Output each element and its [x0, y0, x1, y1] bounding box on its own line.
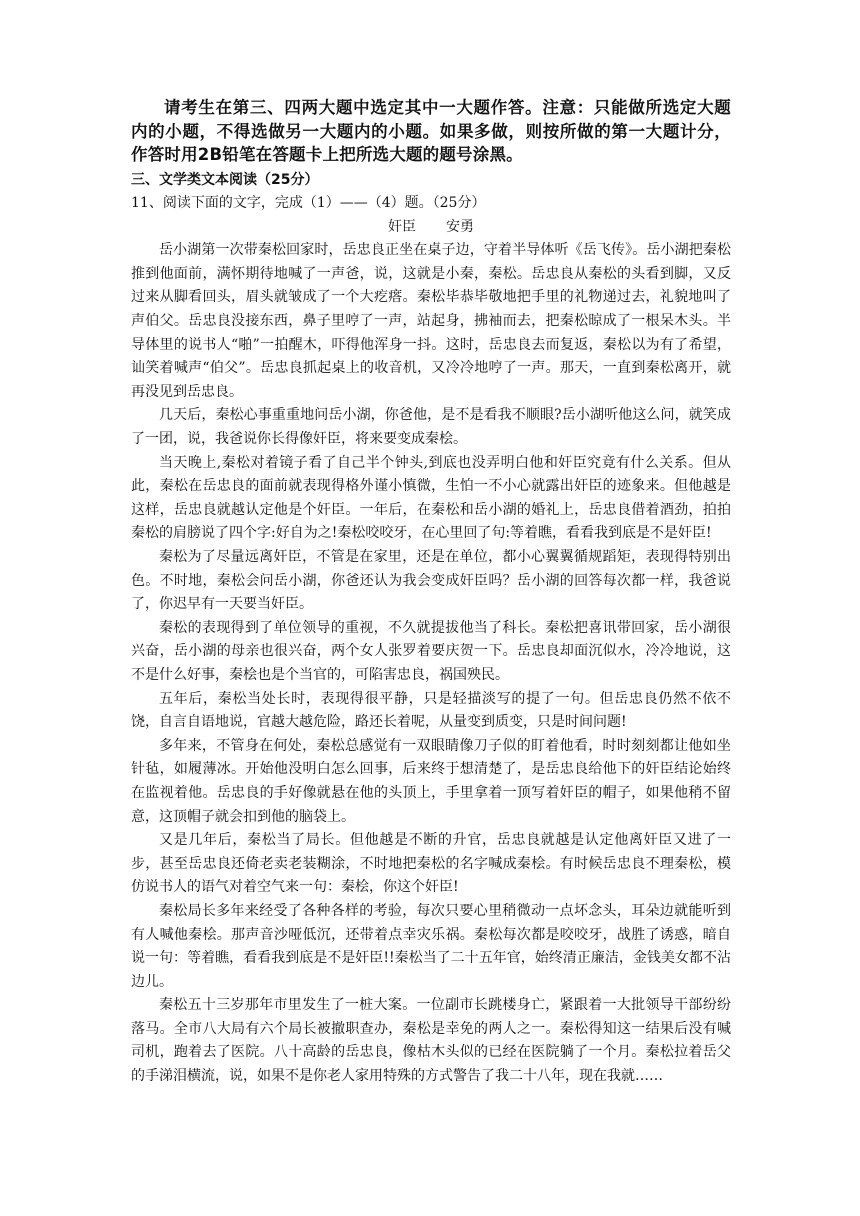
exam-instruction: 请考生在第三、四两大题中选定其中一大题作答。注意：只能做所选定大题内的小题，不得选做另一大题内的小题。如果多做，则按所做的第一大题计分，作答时用2B铅笔在答题卡上把所选大题的题号涂黑。: [131, 98, 731, 164]
section-heading: 三、文学类文本阅读（25分）: [131, 171, 319, 188]
question-prompt: 11、阅读下面的文字，完成（1）——（4）题。（25分）: [131, 195, 486, 212]
story-paragraph: 几天后，秦松心事重重地问岳小湖，你爸他，是不是看我不顺眼?岳小湖听他这么问，就笑成了一团，说，我爸说你长得像奸臣，将来要变成秦桧。: [131, 407, 731, 448]
story-paragraph: 当天晚上,秦松对着镜子看了自己半个钟头,到底也没弄明白他和奸臣究竟有什么关系。但从此，秦松在岳忠良的面前就表现得格外谨小慎微，生怕一不小心就露出奸臣的迹象来。但他越是这样，岳忠良就越认定他是个奸臣。一年后，在秦松和岳小湖的婚礼上，岳忠良借着酒劲，拍拍秦松的肩膀说了四个字:好自为之!秦松咬咬牙，在心里回了句:等着瞧，看看我到底是不是奸臣!: [131, 454, 731, 542]
story-paragraph: 五年后，秦松当处长时，表现得很平静，只是轻描淡写的提了一句。但岳忠良仍然不依不饶，自言自语地说，官越大越危险，路还长着呢，从量变到质变，只是时间问题!: [131, 690, 731, 731]
story-paragraph: 又是几年后，秦松当了局长。但他越是不断的升官，岳忠良就越是认定他离奸臣又进了一步，甚至岳忠良还倚老卖老装糊涂，不时地把秦松的名字喊成秦桧。有时候岳忠良不理秦松，模仿说书人的语气对着空气来一句：秦桧，你这个奸臣!: [131, 832, 731, 896]
story-title-line: [131, 216, 731, 240]
story-author: 安勇: [446, 218, 474, 235]
story-paragraph: 秦松局长多年来经受了各种各样的考验，每次只要心里稍微动一点坏念头，耳朵边就能听到有人喊他秦桧。那声音沙哑低沉，还带着点幸灾乐祸。秦松每次都是咬咬牙，战胜了诱惑，暗自说一句：等着瞧，看看我到底是不是奸臣!!秦松当了二十五年官，始终清正廉洁，金钱美女都不沾边儿。: [131, 902, 731, 990]
story-paragraph: 岳小湖第一次带秦松回家时，岳忠良正坐在桌子边，守着半导体听《岳飞传》。岳小湖把秦松推到他面前，满怀期待地喊了一声爸，说，这就是小秦，秦松。岳忠良从秦松的头看到脚，又反过来从脚看回头，眉头就皱成了一个大疙瘩。秦松毕恭毕敬地把手里的礼物递过去，礼貌地叫了声伯父。岳忠良没接东西，鼻子里哼了一声，站起身，拂袖而去，把秦松晾成了一根呆木头。半导体里的说书人“啪”一拍醒木，吓得他浑身一抖。这时，岳忠良去而复返，秦松以为有了希望，讪笑着喊声“伯父”。岳忠良抓起桌上的收音机，又冷冷地哼了一声。那天，一直到秦松离开，就再没见到岳忠良。: [131, 242, 731, 400]
story-paragraph: 秦松的表现得到了单位领导的重视，不久就提拔他当了科长。秦松把喜讯带回家，岳小湖很兴奋，岳小湖的母亲也很兴奋，两个女人张罗着要庆贺一下。岳忠良却面沉似水，冷冷地说，这不是什么好事，秦桧也是个当官的，可陷害忠良，祸国殃民。: [131, 619, 731, 683]
story-title: 奸臣: [388, 218, 416, 235]
story-paragraph: 秦松为了尽量远离奸臣，不管是在家里，还是在单位，都小心翼翼循规蹈矩，表现得特别出色。不时地，秦松会问岳小湖，你爸还认为我会变成奸臣吗？岳小湖的回答每次都一样，我爸说了，你迟早有一天要当奸臣。: [131, 549, 731, 613]
story-paragraph: 秦松五十三岁那年市里发生了一桩大案。一位副市长跳楼身亡，紧跟着一大批领导干部纷纷落马。全市八大局有六个局长被撤职查办，秦松是幸免的两人之一。秦松得知这一结果后没有喊司机，跑着去了医院。八十高龄的岳忠良，像枯木头似的已经在医院躺了一个月。秦松拉着岳父的手涕泪横流，说，如果不是你老人家用特殊的方式警告了我二十八年，现在我就……: [131, 997, 731, 1085]
document-page: [131, 96, 731, 1089]
story-paragraph: 多年来，不管身在何处，秦松总感觉有一双眼睛像刀子似的盯着他看，时时刻刻都让他如坐针毡，如履薄冰。开始他没明白怎么回事，后来终于想清楚了，是岳忠良给他下的奸臣结论始终在监视着他。岳忠良的手好像就悬在他的头顶上，手里拿着一顶写着奸臣的帽子，如果他稍不留意，这顶帽子就会扣到他的脑袋上。: [131, 737, 731, 825]
